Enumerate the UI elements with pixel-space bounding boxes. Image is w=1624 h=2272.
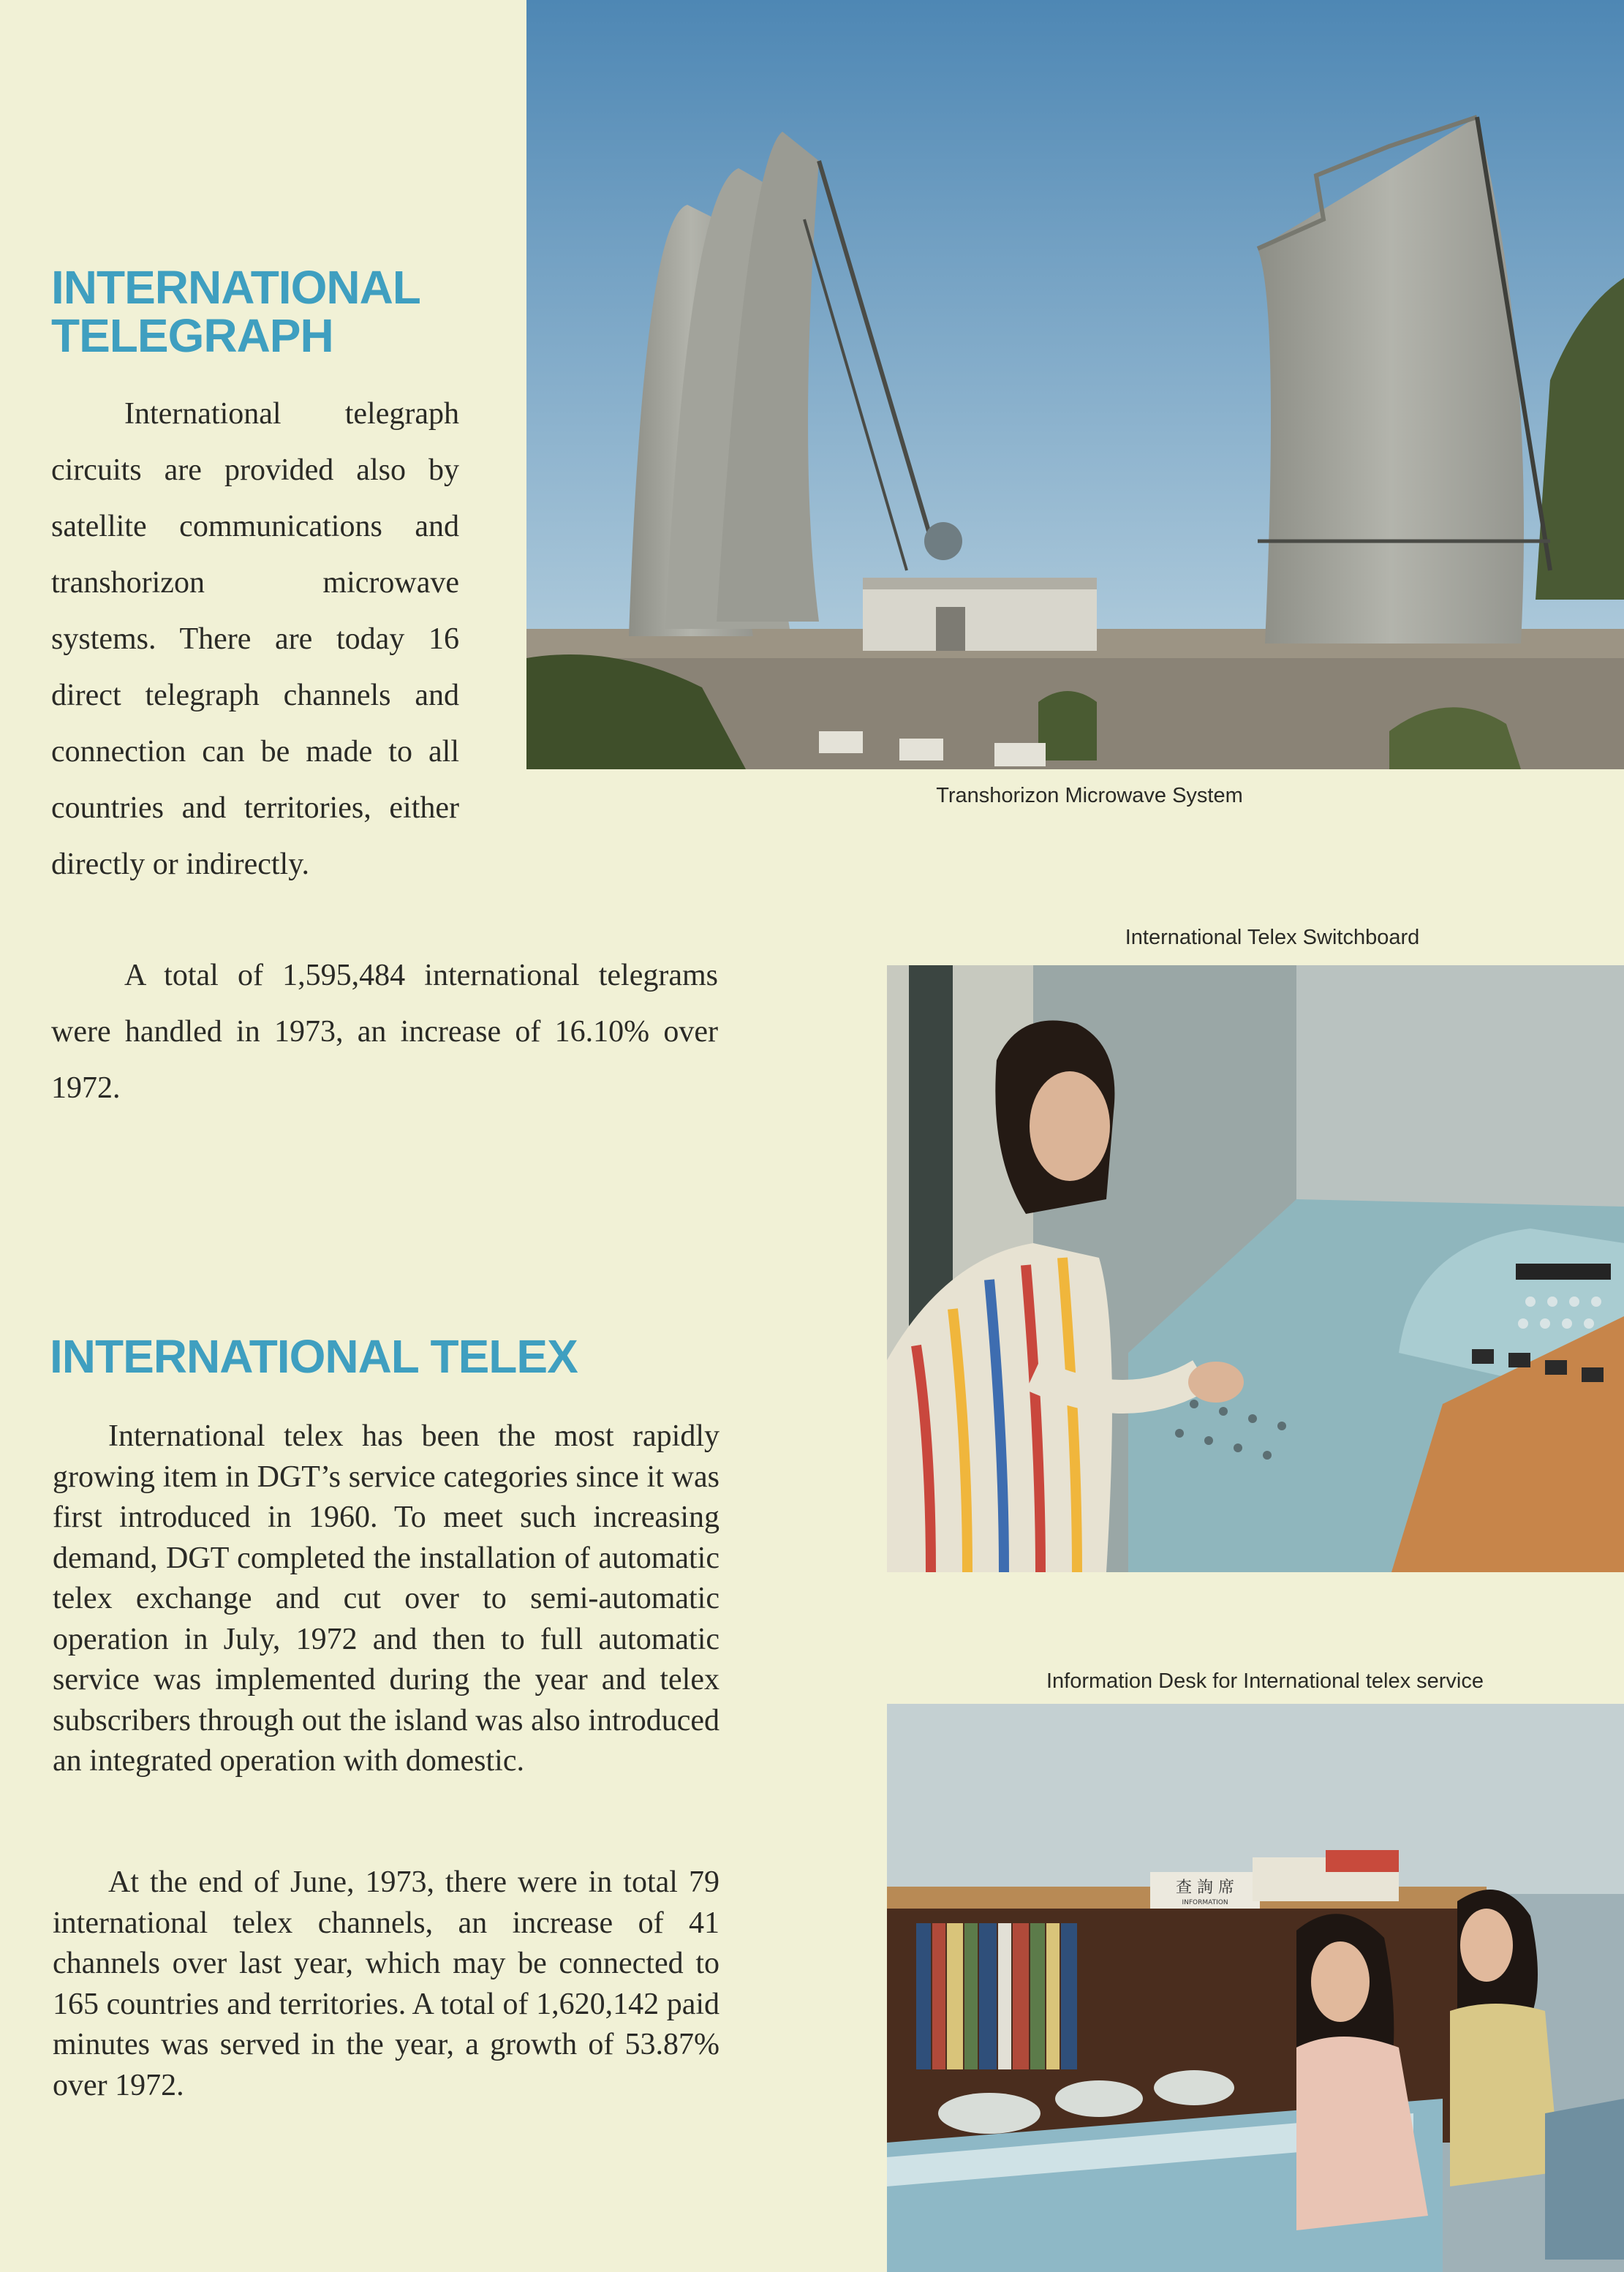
- info-desk-image: [887, 1704, 1624, 2272]
- info-desk-caption: Information Desk for International telex service: [1046, 1669, 1484, 1693]
- telegraph-heading-line2: TELEGRAPH: [51, 309, 333, 362]
- microwave-image: [526, 0, 1624, 769]
- telegraph-section: [51, 263, 461, 360]
- info-desk-sign: 查 詢 席: [1176, 1879, 1234, 1897]
- telegraph-heading-line1: INTERNATIONAL: [51, 261, 420, 314]
- switchboard-image: [887, 965, 1624, 1572]
- telex-paragraph-1: International telex has been the most rapidly growing item in DGT’s service categories since it was first introduced in 1960. To meet such increasing demand, DGT completed the installation of automatic telex exchange and cut over to semi-automatic operation in July, 1972 and then to full automatic service was implemented during the year and telex subscribers through out the island was also introduced an integrated operation with domestic.: [53, 1419, 720, 1778]
- microwave-caption: Transhorizon Microwave System: [936, 784, 1243, 807]
- info-desk-photo: [887, 1704, 1624, 2272]
- info-desk-sign-en: INFORMATION: [1182, 1899, 1228, 1906]
- microwave-photo: [526, 0, 1624, 769]
- switchboard-photo: [887, 965, 1624, 1572]
- telegraph-paragraph-1: International telegraph circuits are provided also by satellite communications and transhorizon microwave systems. There are today 16 direct telegraph channels and connection can be made to all countries and territories, either directly or indirectly.: [51, 397, 459, 881]
- telegraph-paragraph-2: A total of 1,595,484 international telegrams were handled in 1973, an increase of 16.10% over 1972.: [51, 959, 718, 1105]
- telegraph-heading: [51, 263, 461, 360]
- switchboard-caption: International Telex Switchboard: [1125, 926, 1420, 949]
- telex-paragraph-2: At the end of June, 1973, there were in total 79 international telex channels, an increase of 41 channels over last year, which may be connected to 165 countries and territories. A total of 1,620,142 paid minutes was served in the year, a growth of 53.87% over 1972.: [53, 1865, 720, 2102]
- telex-heading: INTERNATIONAL TELEX: [50, 1330, 578, 1383]
